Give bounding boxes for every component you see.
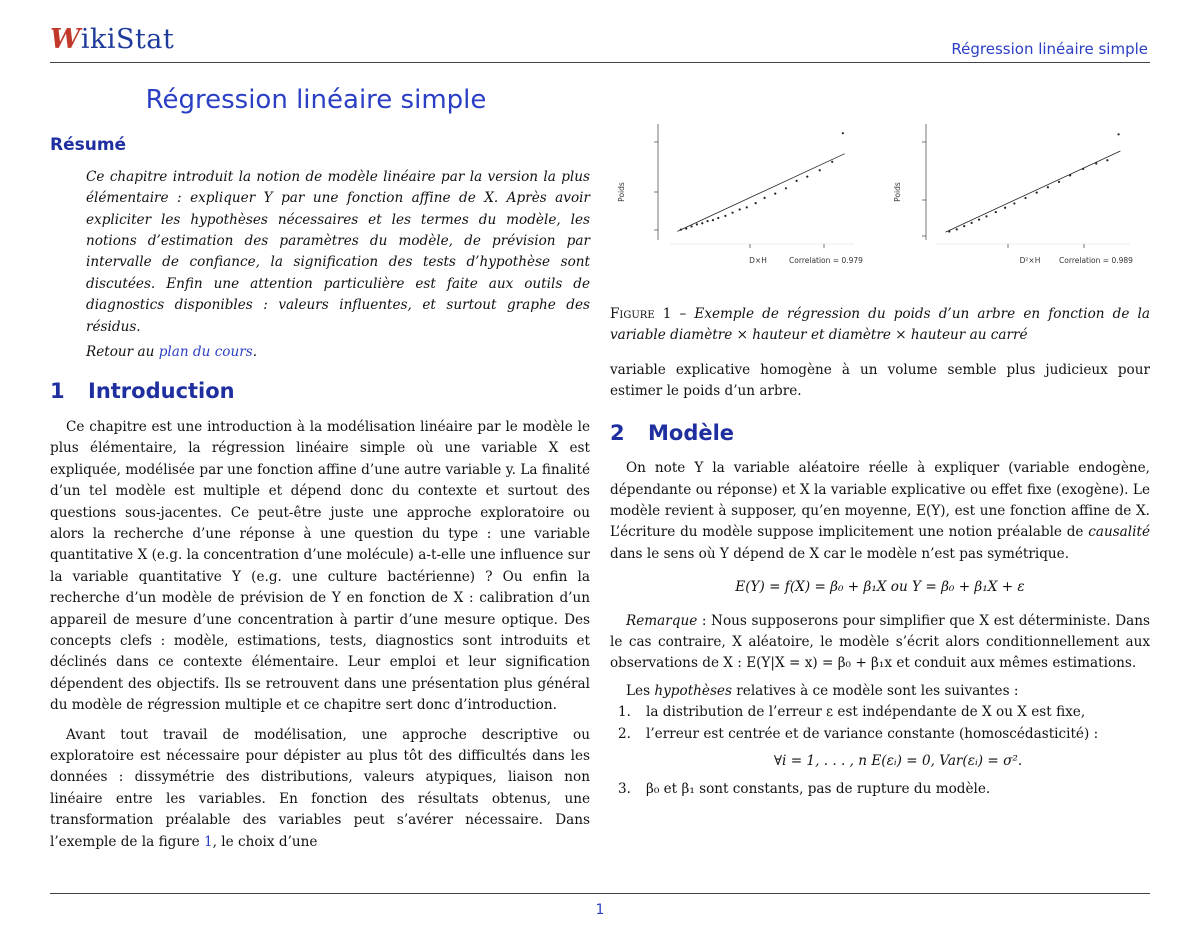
plot-left-point <box>696 223 698 225</box>
plot-left-xlabel: D×H <box>749 256 767 265</box>
plot-right-corr: Correlation = 0.989 <box>1059 256 1133 265</box>
plot-left-point <box>717 217 719 219</box>
section-1-heading: 1 Introduction <box>50 379 235 404</box>
right-intro-paragraph: variable explicative homogène à un volume semble plus judicieux pour estimer le poids d’un arbre. <box>610 362 1150 400</box>
hypotheses-intro: Les hypothèses relatives à ce modèle sont les suivantes : <box>626 682 1019 699</box>
header-rule <box>50 62 1150 63</box>
plot-right-point <box>978 219 980 221</box>
plot-right-point <box>1004 207 1006 209</box>
plot-right-point <box>1058 181 1060 183</box>
plot-left-point <box>746 206 748 208</box>
abstract-heading: Résumé <box>50 135 127 156</box>
list-item: 3. β₀ et β₁ sont constants, pas de rupture du modèle. <box>618 780 991 797</box>
hypotheses-list <box>610 702 1150 800</box>
plot-left-point <box>685 227 687 229</box>
figure-1-caption: Figure 1 – Exemple de régression du poids d’un arbre en fonction de la variable diamètre × hauteur et diamètre × hauteur au carré <box>610 306 1150 343</box>
plot-right-point <box>1069 174 1071 176</box>
plot-right-point <box>1082 168 1084 170</box>
remark-paragraph: Remarque : Nous supposerons pour simplifier que X est déterministe. Dans le cas contraire, X aléatoire, le modèle s’écrit alors conditionnellement aux observations de X : E(Y|X = x) = β₀ + β₁x et conduit aux mêmes estimations. <box>610 612 1150 672</box>
section-2-heading: 2 Modèle <box>610 420 735 445</box>
plot-right-point <box>1117 133 1119 135</box>
plot-left-point <box>724 215 726 217</box>
plot-right-point <box>1036 192 1038 194</box>
model-equation: E(Y) = f(X) = β₀ + β₁X ou Y = β₀ + β₁X + ε <box>735 579 1025 596</box>
variance-equation: ∀i = 1, . . . , n E(εᵢ) = 0, Var(εᵢ) = σ². <box>773 753 1023 770</box>
intro-paragraph-2: Avant tout travail de modélisation, une approche descriptive ou exploratoire est nécessaire pour dépister au plus tôt des difficultés dans les données : dissymétrie des distributions, valeurs atypiques, liaison non linéaire entre les variables. En fonction des résultats obtenus, une transformation préalable des variables peut s’avérer nécessaire. Dans l’exemple de la figure 1, le choix d’une <box>50 726 590 850</box>
plot-left <box>617 124 863 265</box>
plot-left-corr: Correlation = 0.979 <box>789 256 863 265</box>
plot-right-point <box>1024 197 1026 199</box>
abstract <box>86 167 590 364</box>
plot-left-point <box>680 229 682 231</box>
plot-left-point <box>701 222 703 224</box>
plot-left-point <box>739 208 741 210</box>
plot-left-point <box>831 161 833 163</box>
plot-right-point <box>963 225 965 227</box>
left-column <box>50 78 590 853</box>
plot-left-point <box>755 202 757 204</box>
plot-left-point <box>796 180 798 182</box>
plot-right-point <box>1047 186 1049 188</box>
plot-left-ylabel: Poids <box>617 182 626 202</box>
plot-right-point <box>1095 162 1097 164</box>
plot-right-point <box>985 215 987 217</box>
figure-1-plots <box>610 116 1150 266</box>
wikistat-logo[interactable]: WikiStat <box>50 24 175 55</box>
list-item: 1. la distribution de l’erreur ε est indépendante de X ou X est fixe, <box>618 704 1086 721</box>
plot-left-point <box>707 220 709 222</box>
page-title: Régression linéaire simple <box>145 85 487 115</box>
running-title: Régression linéaire simple <box>951 40 1148 58</box>
intro-paragraph-1: Ce chapitre est une introduction à la modélisation linéaire par le modèle le plus élémentaire, la régression linéaire simple où une variable X est expliquée, modélisée par une fonction affine d’une autre variable y. La finalité d’un tel modèle est multiple et dépend donc du contexte et surtout des questions sous-jacentes. Ce peut-être juste une approche exploratoire ou alors la recherche d’une réponse à une question du type : une variable quantitative X (e.g. la concentration d’une molécule) a-t-elle une influence sur la variable quantitative Y (e.g. une culture bactérienne) ? Ou enfin la recherche d’un modèle de prévision de Y en fonction de X : calibration d’un appareil de mesure d’une concentration à partir d’une mesure optique. Des concepts clefs : modèle, estimations, tests, diagnostics sont introduits et déclinés dans ce contexte élémentaire. Leur emploi et leur signification dépendent des objectifs. Ils se retrouvent dans une présentation plus général du modèle de régression multiple et ce chapitre sert donc d’introduction. <box>50 418 590 714</box>
plot-left-point <box>731 212 733 214</box>
footer-rule <box>50 893 1150 894</box>
plot-left-point <box>819 169 821 171</box>
plot-left-fit-line <box>677 154 844 232</box>
plot-right-xlabel: D²×H <box>1019 256 1041 265</box>
plot-right-point <box>1106 159 1108 161</box>
plot-left-point <box>763 197 765 199</box>
figure-1 <box>610 96 1150 286</box>
plot-left-point <box>712 219 714 221</box>
figure-1-ref-link[interactable]: 1 <box>203 833 213 850</box>
plot-right-point <box>995 211 997 213</box>
plot-left-point <box>690 225 692 227</box>
model-paragraph: On note Y la variable aléatoire réelle à expliquer (variable endogène, dépendante ou réponse) et X la variable explicative ou effet fixe (exogène). Le modèle revient à supposer, qu’en moyenne, E(Y), est une fonction affine de X. L’écriture du modèle suppose implicitement une notion préalable de causalité dans le sens où Y dépend de X car le modèle n’est pas symétrique. <box>610 460 1150 562</box>
plot-right <box>893 124 1133 265</box>
plot-right-ylabel: Poids <box>893 182 902 202</box>
plot-left-point <box>774 193 776 195</box>
plot-left-point <box>806 176 808 178</box>
page-number: 1 <box>595 902 605 918</box>
plot-right-point <box>971 222 973 224</box>
plot-right-fit-line <box>946 151 1121 232</box>
abstract-back-line: Retour au plan du cours. <box>86 344 258 361</box>
plot-right-point <box>1013 202 1015 204</box>
abstract-body: Ce chapitre introduit la notion de modèle linéaire par la version la plus élémentaire : expliquer Y par une fonction affine de X. Après avoir expliciter les hypothèses nécessaires et les termes du modèle, les notions d’estimation des paramètres du modèle, de prévision par intervalle de confiance, la signification des tests d’hypothèse sont discutées. Enfin une attention particulière est faite aux outils de diagnostics disponibles : valeurs influentes, et surtout graphe des résidus. <box>86 168 590 335</box>
plot-right-point <box>956 228 958 230</box>
right-column <box>610 96 1150 800</box>
course-plan-link[interactable]: plan du cours <box>158 344 253 361</box>
plot-left-point <box>842 132 844 134</box>
plot-left-point <box>785 187 787 189</box>
list-item: 2. l’erreur est centrée et de variance constante (homoscédasticité) : ∀i = 1, . . . , n E(εᵢ) = 0, Var(εᵢ) = σ². <box>610 724 1150 773</box>
plot-right-point <box>948 230 950 232</box>
